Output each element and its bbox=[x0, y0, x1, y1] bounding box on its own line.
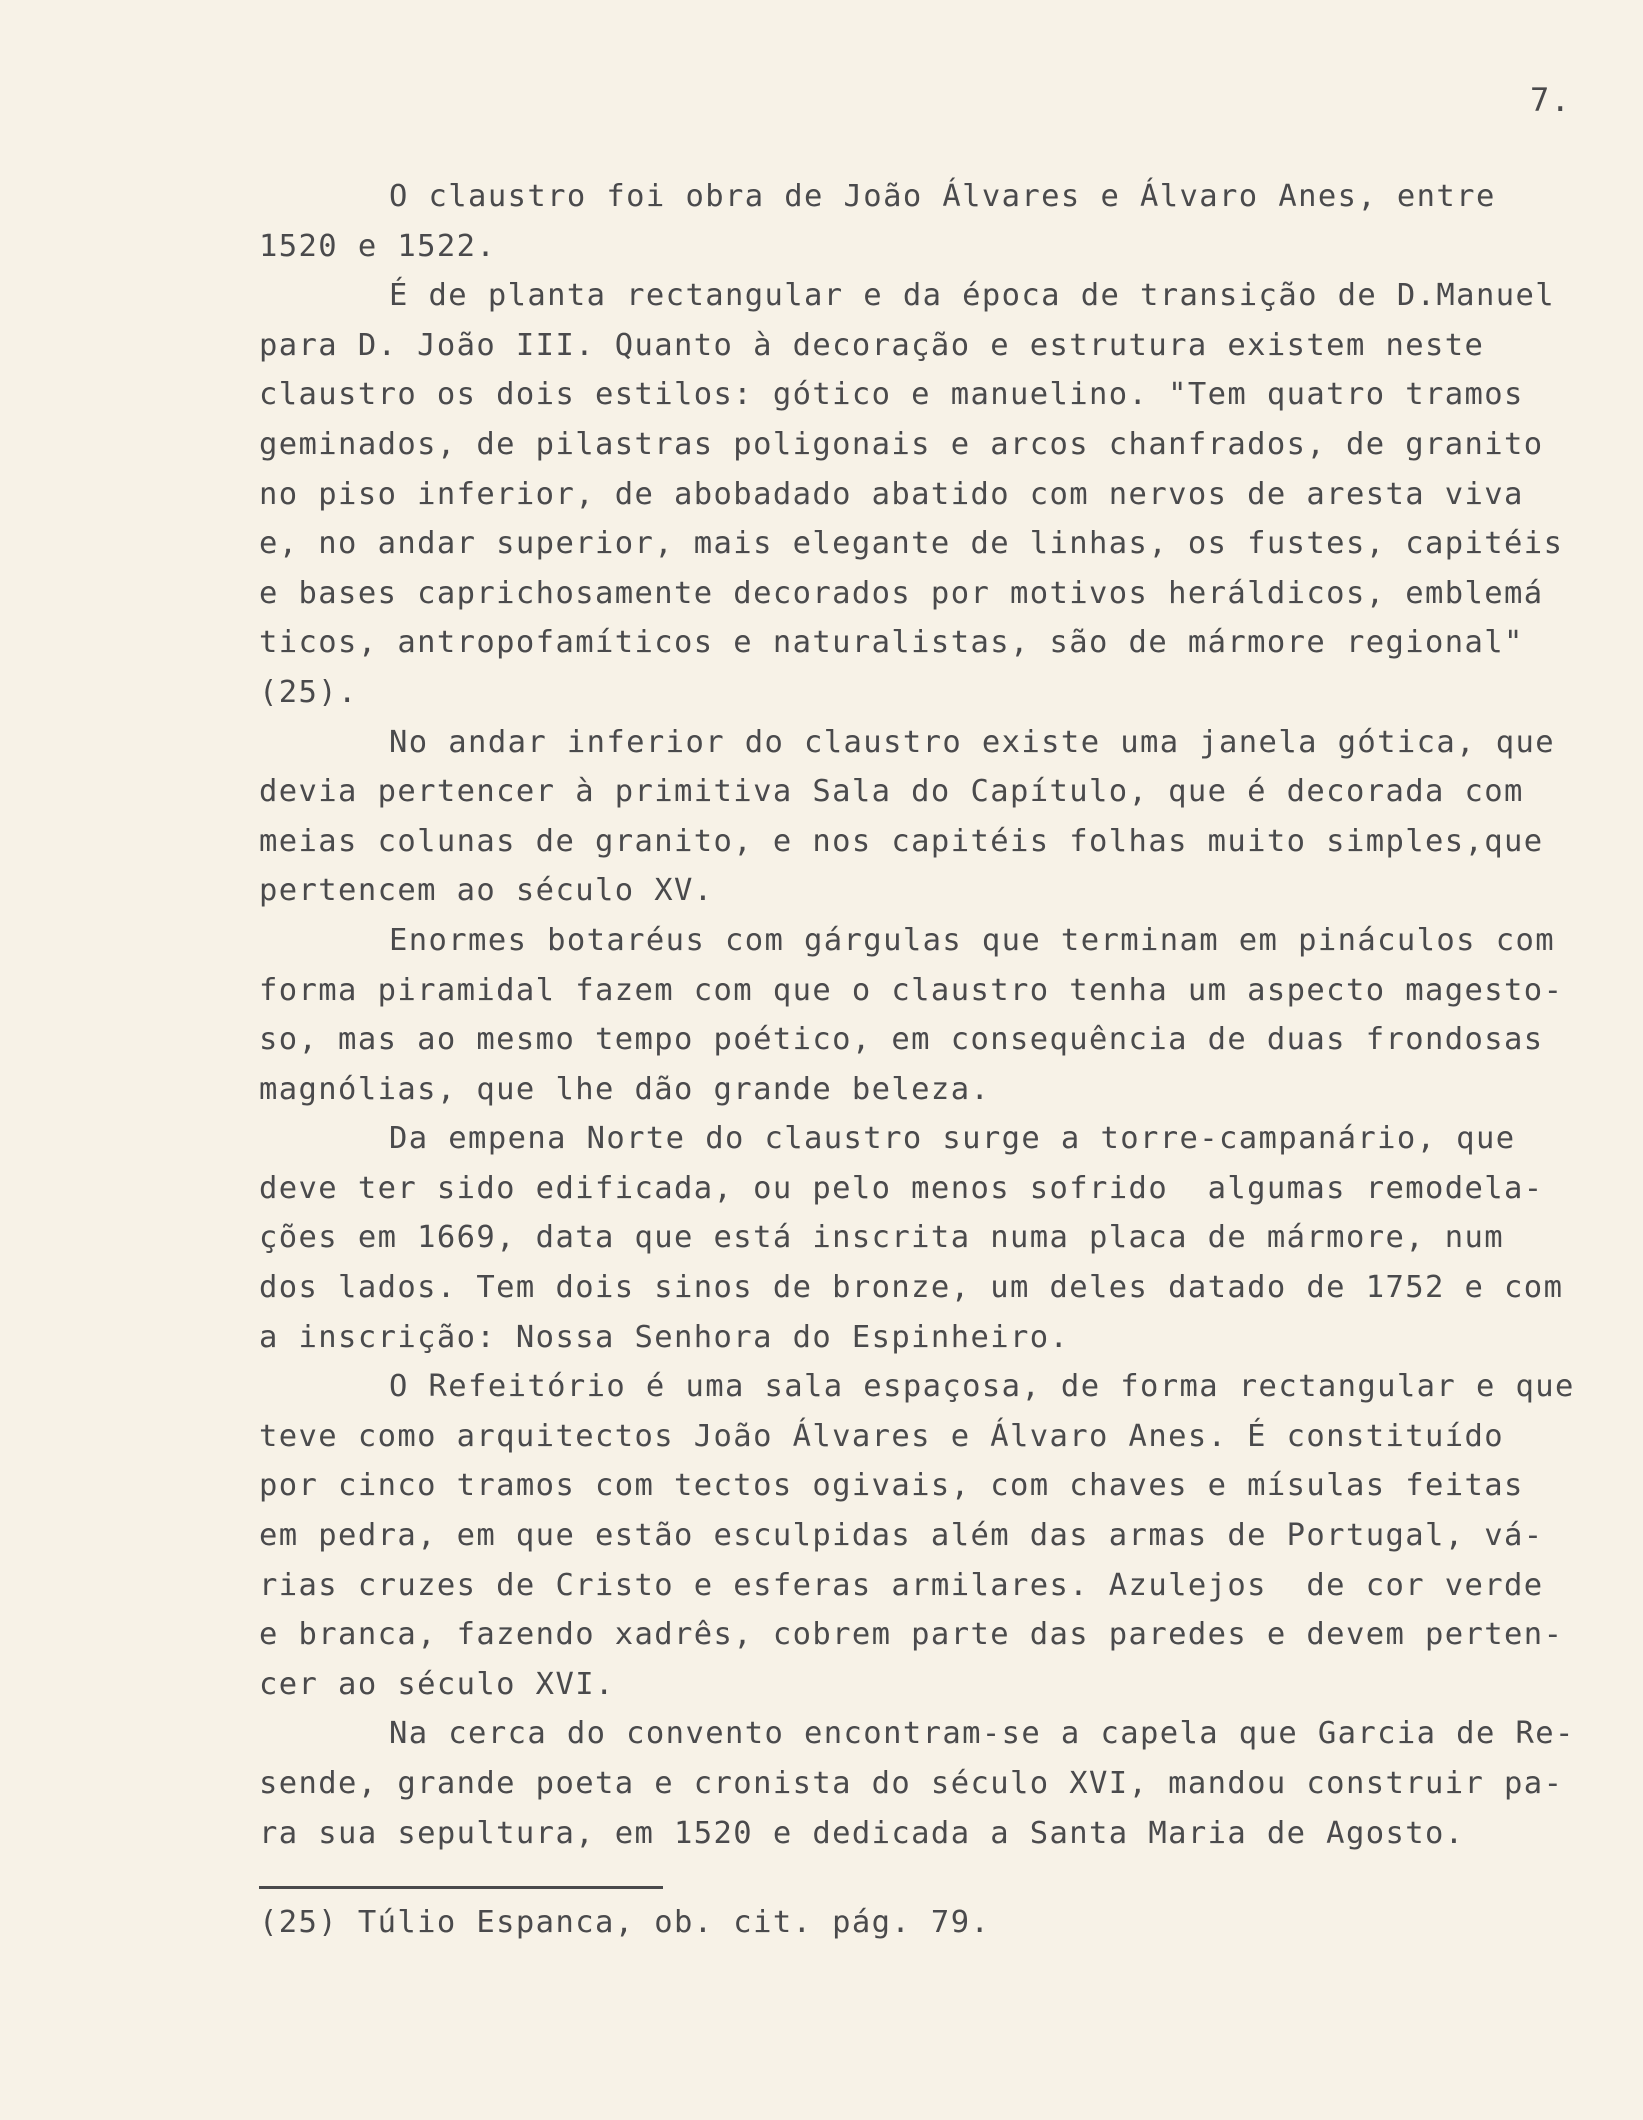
text-line: O Refeitório é uma sala espaçosa, de forma rectangular e que bbox=[389, 1369, 1575, 1405]
text-line: geminados, de pilastras poligonais e arcos chanfrados, de granito bbox=[259, 426, 1544, 462]
text-line: No andar inferior do claustro existe uma janela gótica, que bbox=[389, 724, 1555, 760]
text-line: dos lados. Tem dois sinos de bronze, um deles datado de 1752 e com bbox=[259, 1270, 1564, 1306]
text-line: (25). bbox=[259, 674, 358, 710]
text-line: ções em 1669, data que está inscrita numa placa de mármore, num bbox=[259, 1220, 1505, 1256]
text-line: rias cruzes de Cristo e esferas armilares. Azulejos de cor verde bbox=[259, 1567, 1544, 1603]
text-line: forma piramidal fazem com que o claustro tenha um aspecto magesto- bbox=[259, 972, 1564, 1008]
text-line: pertencem ao século XV. bbox=[259, 873, 714, 909]
text-line: a inscrição: Nossa Senhora do Espinheiro. bbox=[259, 1319, 1070, 1355]
text-line: por cinco tramos com tectos ogivais, com chaves e mísulas feitas bbox=[259, 1468, 1524, 1504]
text-line: sende, grande poeta e cronista do século XVI, mandou construir pa- bbox=[259, 1766, 1564, 1801]
text-line: devia pertencer à primitiva Sala do Capítulo, que é decorada com bbox=[259, 774, 1524, 810]
text-line: 1520 e 1522. bbox=[259, 228, 497, 264]
text-line: Na cerca do convento encontram-se a capela que Garcia de Re- bbox=[389, 1716, 1575, 1752]
text-line: e, no andar superior, mais elegante de linhas, os fustes, capitéis bbox=[259, 526, 1564, 562]
text-line: Da empena Norte do claustro surge a torre-campanário, que bbox=[389, 1121, 1516, 1157]
text-line: ticos, antropofamíticos e naturalistas, são de mármore regional" bbox=[259, 625, 1524, 661]
text-line: so, mas ao mesmo tempo poético, em consequência de duas frondosas bbox=[259, 1022, 1544, 1058]
body-text bbox=[259, 172, 1629, 1858]
text-line: e bases caprichosamente decorados por motivos heráldicos, emblemá bbox=[259, 575, 1544, 611]
footnote-divider bbox=[259, 1886, 663, 1889]
text-line: magnólias, que lhe dão grande beleza. bbox=[259, 1071, 991, 1107]
text-line: teve como arquitectos João Álvares e Álvaro Anes. É constituído bbox=[259, 1418, 1505, 1454]
footnote: (25) Túlio Espanca, ob. cit. pág. 79. bbox=[259, 1905, 991, 1940]
text-line: deve ter sido edificada, ou pelo menos sofrido algumas remodela- bbox=[259, 1170, 1544, 1206]
text-line: em pedra, em que estão esculpidas além das armas de Portugal, vá- bbox=[259, 1518, 1544, 1554]
text-line: meias colunas de granito, e nos capitéis folhas muito simples,que bbox=[259, 823, 1544, 859]
text-line: claustro os dois estilos: gótico e manuelino. "Tem quatro tramos bbox=[259, 377, 1524, 413]
text-line: ra sua sepultura, em 1520 e dedicada a Santa Maria de Agosto. bbox=[259, 1815, 1465, 1851]
text-line: É de planta rectangular e da época de transição de D.Manuel bbox=[389, 278, 1555, 314]
page-number: 7. bbox=[1530, 81, 1572, 119]
text-line: O claustro foi obra de João Álvares e Álvaro Anes, entre bbox=[389, 179, 1496, 214]
text-line: Enormes botaréus com gárgulas que terminam em pináculos com bbox=[389, 922, 1555, 958]
text-line: para D. João III. Quanto à decoração e estrutura existem neste bbox=[259, 327, 1485, 363]
text-line: no piso inferior, de abobadado abatido com nervos de aresta viva bbox=[259, 476, 1524, 512]
text-line: e branca, fazendo xadrês, cobrem parte das paredes e devem perten- bbox=[259, 1617, 1564, 1653]
text-line: cer ao século XVI. bbox=[259, 1666, 615, 1702]
